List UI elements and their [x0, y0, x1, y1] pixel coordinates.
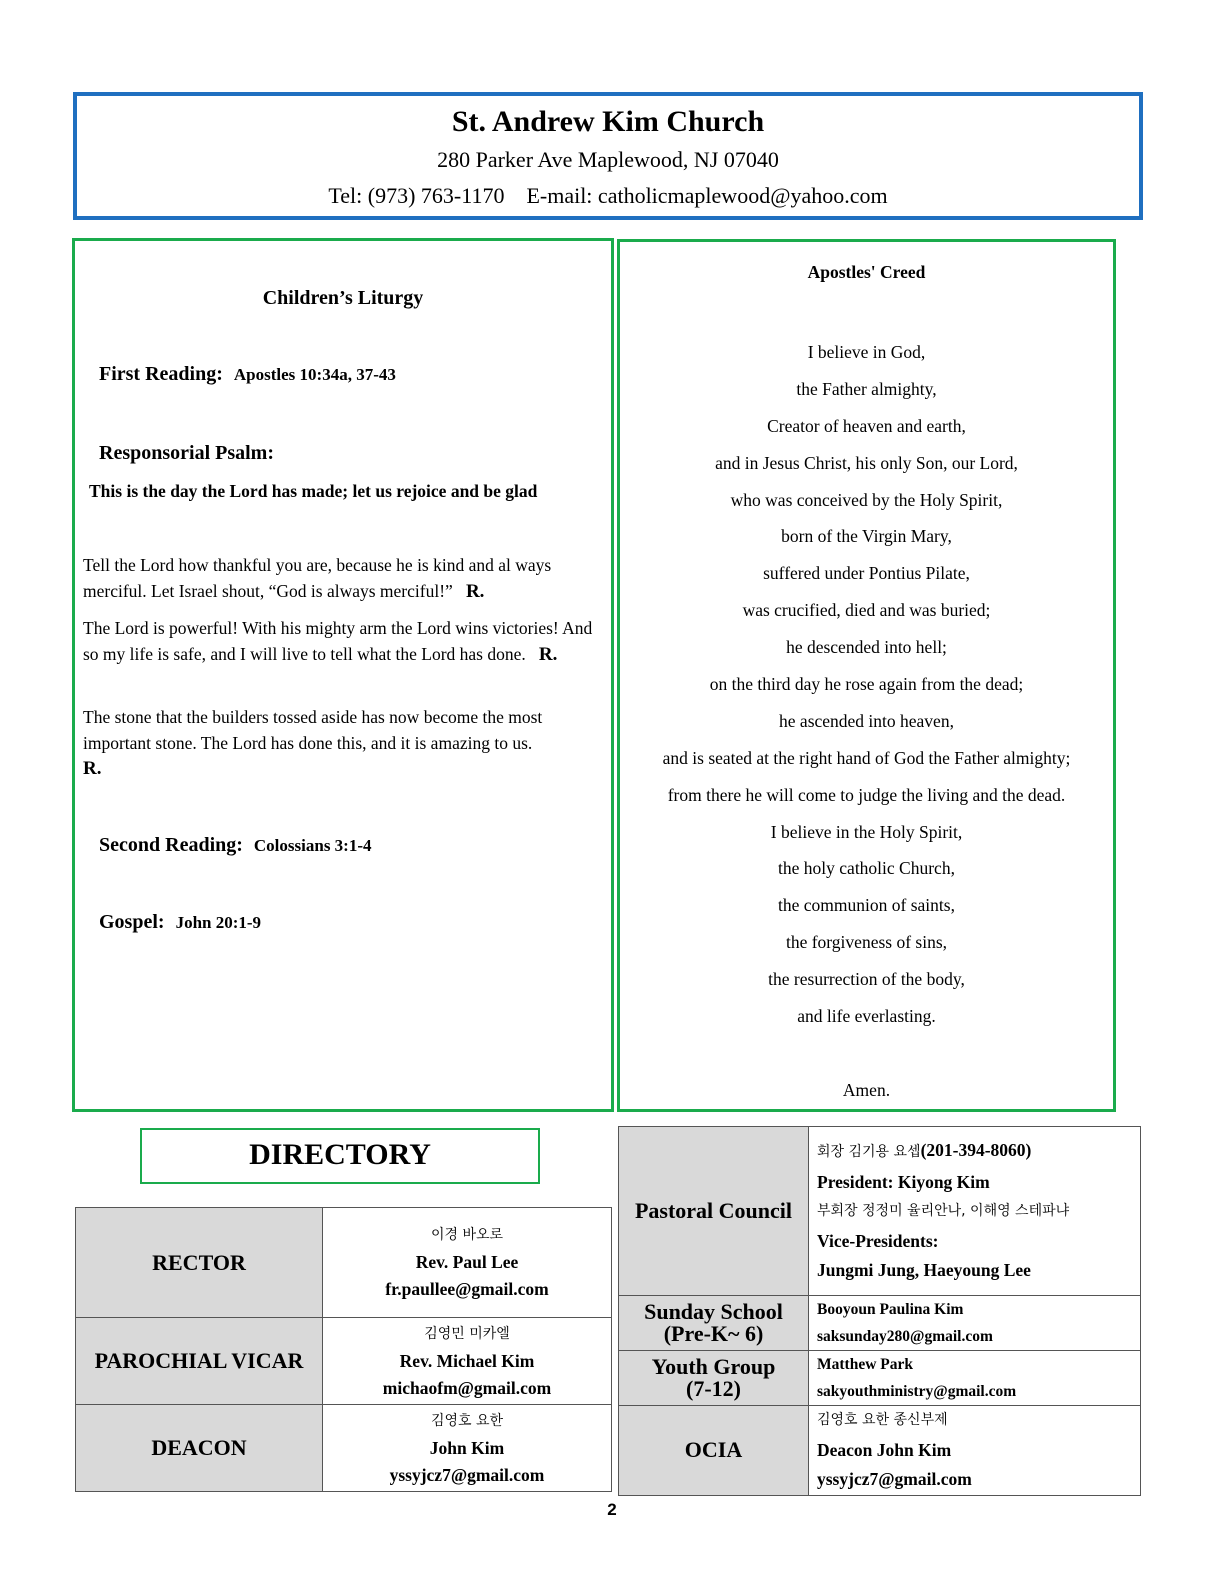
- second-reading-ref: Colossians 3:1-4: [253, 836, 372, 855]
- church-header: [73, 92, 1143, 220]
- creed-line: who was conceived by the Holy Spirit,: [730, 489, 1003, 510]
- church-name: St. Andrew Kim Church: [451, 105, 765, 138]
- person-name: Matthew Park: [817, 1356, 913, 1373]
- creed-line: I believe in God,: [807, 342, 926, 362]
- phone-number: (201-394-8060): [920, 1140, 1032, 1161]
- psalm-verse: [83, 553, 609, 604]
- gospel: [99, 911, 261, 934]
- korean-name: 회장 김기용 요셉: [817, 1144, 921, 1161]
- creed-line: Amen.: [842, 1079, 891, 1100]
- verse-text: The Lord is powerful! With his mighty arm the Lord wins victories! And so my life is safe, and I will live to tell what the Lord has done.: [83, 618, 593, 664]
- korean-name: 이경 바오로: [430, 1227, 504, 1243]
- vice-president-korean: 부회장 정정미 율리안나, 이해영 스테파냐: [817, 1203, 1070, 1220]
- psalm-label: Responsorial Psalm:: [99, 442, 274, 464]
- role-line: Youth Group: [651, 1354, 776, 1379]
- role-cell: RECTOR: [76, 1208, 323, 1318]
- table-row: [76, 1208, 612, 1318]
- person-name: Rev. Paul Lee: [415, 1252, 519, 1272]
- creed-line: I believe in the Holy Spirit,: [770, 821, 963, 842]
- verse-response-marker: R.: [465, 580, 485, 602]
- table-row: [619, 1296, 1141, 1351]
- clergy-directory-table: [75, 1207, 612, 1492]
- verse-response-marker: R.: [538, 643, 558, 665]
- role-line: Sunday School: [644, 1299, 783, 1324]
- creed-text: [620, 334, 1113, 1109]
- contact-cell: [323, 1405, 612, 1492]
- table-row: [619, 1406, 1141, 1496]
- creed-line: the forgiveness of sins,: [785, 932, 948, 953]
- creed-line: he descended into hell;: [786, 637, 947, 658]
- creed-line: the resurrection of the body,: [768, 969, 965, 990]
- korean-name: 김영호 요한 종신부제: [817, 1412, 948, 1428]
- creed-line: on the third day he rose again from the dead;: [709, 674, 1024, 695]
- creed-line: and is seated at the right hand of God the Father almighty;: [662, 747, 1071, 768]
- childrens-liturgy-box: [72, 238, 614, 1112]
- role-cell: [619, 1296, 809, 1351]
- creed-line: the holy catholic Church,: [778, 858, 955, 879]
- email-link[interactable]: sakyouthministry@gmail.com: [817, 1383, 1017, 1400]
- verse-response-marker: R.: [83, 758, 102, 779]
- contact-cell: [323, 1318, 612, 1405]
- person-name: Booyoun Paulina Kim: [817, 1301, 964, 1318]
- first-reading-label: First Reading:: [99, 363, 223, 385]
- psalm-verse: [83, 705, 609, 782]
- person-name: Deacon John Kim: [817, 1439, 952, 1460]
- creed-line: he ascended into heaven,: [779, 710, 954, 731]
- role-cell: OCIA: [619, 1406, 809, 1496]
- email-link[interactable]: fr.paullee@gmail.com: [385, 1279, 549, 1299]
- verse-text: The stone that the builders tossed aside has now become the most important stone. The Lord has done this, and it is amazing to us.: [83, 707, 543, 753]
- creed-line: and in Jesus Christ, his only Son, our Lord,: [715, 452, 1018, 473]
- gospel-label: Gospel:: [99, 911, 165, 933]
- gospel-ref: John 20:1-9: [175, 913, 262, 932]
- president-korean: [817, 1136, 1140, 1168]
- korean-name: 김영호 요한: [430, 1412, 504, 1429]
- person-name: Rev. Michael Kim: [399, 1350, 535, 1371]
- creed-line: Creator of heaven and earth,: [767, 415, 966, 436]
- role-line: (7-12): [686, 1376, 741, 1401]
- email-link[interactable]: yssyjcz7@gmail.com: [817, 1469, 972, 1489]
- table-row: [619, 1127, 1141, 1296]
- church-address: 280 Parker Ave Maplewood, NJ 07040: [437, 147, 779, 172]
- psalm-response: This is the day the Lord has made; let us rejoice and be glad: [89, 481, 538, 501]
- verse-text: Tell the Lord how thankful you are, because he is kind and al ways merciful. Let Israel shout, “God is always merciful!”: [83, 555, 552, 601]
- psalm-verse: [83, 616, 609, 667]
- president-name: President: Kiyong Kim: [817, 1171, 990, 1192]
- contact-cell: [809, 1406, 1141, 1496]
- contact-cell: [809, 1127, 1141, 1296]
- apostles-creed-box: [617, 239, 1116, 1112]
- liturgy-title: Children’s Liturgy: [262, 287, 424, 309]
- creed-line: suffered under Pontius Pilate,: [763, 563, 970, 584]
- directory-heading: DIRECTORY: [140, 1128, 540, 1184]
- role-cell: Pastoral Council: [619, 1127, 809, 1296]
- table-row: [76, 1405, 612, 1492]
- table-row: [619, 1351, 1141, 1406]
- role-cell: PAROCHIAL VICAR: [76, 1318, 323, 1405]
- role-cell: [619, 1351, 809, 1406]
- first-reading-ref: Apostles 10:34a, 37-43: [233, 365, 396, 384]
- korean-name: 김영민 미카엘: [424, 1325, 510, 1342]
- vice-president-label: Vice-Presidents:: [817, 1230, 939, 1251]
- page-number: 2: [607, 1500, 617, 1519]
- person-name: John Kim: [429, 1437, 505, 1458]
- first-reading: [99, 363, 396, 386]
- second-reading: [99, 834, 372, 857]
- email-link[interactable]: yssyjcz7@gmail.com: [389, 1464, 545, 1485]
- creed-line: was crucified, died and was buried;: [742, 600, 991, 621]
- table-row: [76, 1318, 612, 1405]
- role-line: (Pre-K~ 6): [663, 1321, 764, 1346]
- creed-line: born of the Virgin Mary,: [781, 526, 952, 547]
- creed-line: and life everlasting.: [797, 1006, 936, 1027]
- contact-cell: [809, 1296, 1141, 1351]
- creed-line: the communion of saints,: [778, 895, 955, 916]
- creed-line: the Father almighty,: [796, 378, 937, 399]
- contact-cell: [323, 1208, 612, 1318]
- second-reading-label: Second Reading:: [99, 834, 243, 856]
- creed-title: Apostles' Creed: [807, 262, 926, 282]
- role-cell: DEACON: [76, 1405, 323, 1492]
- email-link[interactable]: michaofm@gmail.com: [382, 1377, 552, 1398]
- creed-line: [620, 1035, 1113, 1072]
- ministry-directory-table: [618, 1126, 1141, 1496]
- vice-president-names: Jungmi Jung, Haeyoung Lee: [817, 1260, 1031, 1281]
- contact-cell: [809, 1351, 1141, 1406]
- email-link[interactable]: saksunday280@gmail.com: [817, 1328, 993, 1345]
- church-contact: Tel: (973) 763-1170 E-mail: catholicmaplewood@yahoo.com: [328, 183, 888, 208]
- creed-line: from there he will come to judge the living and the dead.: [667, 784, 1066, 805]
